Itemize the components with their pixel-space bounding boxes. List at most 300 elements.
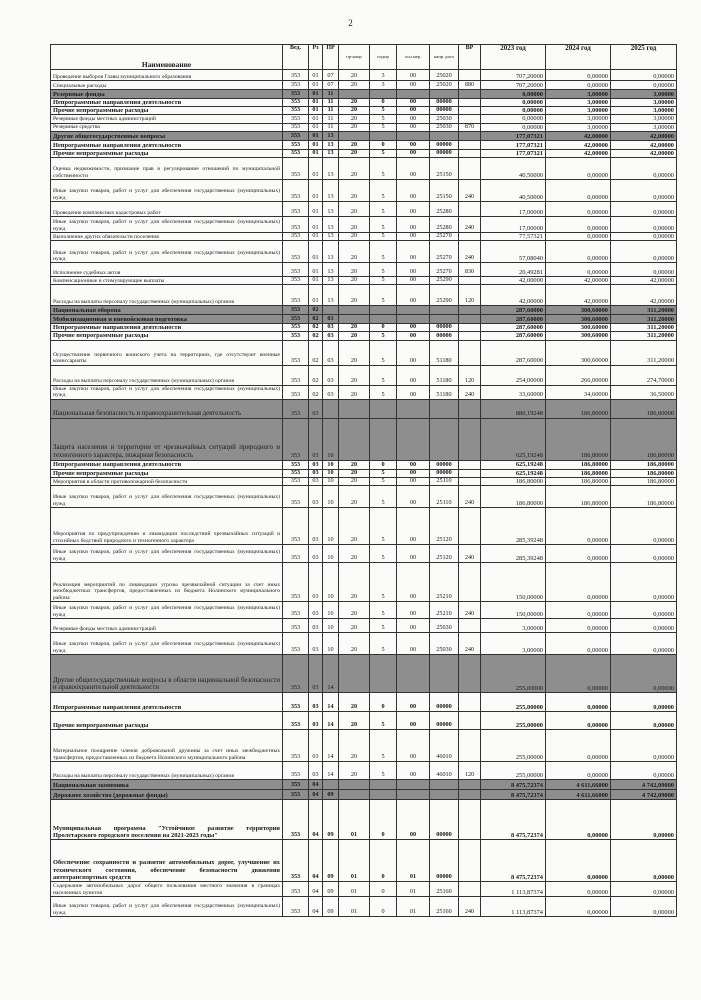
row-2025: 0,00000 <box>611 157 677 179</box>
row-ved: 353 <box>283 306 309 315</box>
row-2023: 150,00000 <box>481 562 546 601</box>
row-napr-rash: 25120 <box>430 544 459 562</box>
row-rz: 03 <box>309 469 323 477</box>
row-vr: 880 <box>459 81 481 90</box>
row-napr-rash: 25210 <box>430 601 459 618</box>
row-osn-mer: 00 <box>397 99 430 107</box>
row-2023: 287,60000 <box>481 306 546 315</box>
row-rz: 03 <box>309 562 323 601</box>
row-2025: 186,80000 <box>611 469 677 477</box>
row-osn-mer: 00 <box>397 340 430 365</box>
row-osn-mer: 00 <box>397 507 430 544</box>
row-rz: 03 <box>309 632 323 654</box>
table-row <box>51 149 677 157</box>
row-vr: 240 <box>459 179 481 201</box>
row-name: Прочие непрограммные расходы <box>51 711 283 729</box>
row-2024: 186,80000 <box>546 485 611 507</box>
row-2023: 0,00000 <box>481 90 546 99</box>
row-pr: 10 <box>323 507 339 544</box>
row-ved: 353 <box>283 562 309 601</box>
row-pr: 13 <box>323 232 339 240</box>
row-pr: 10 <box>323 601 339 618</box>
row-pr: 13 <box>323 140 339 149</box>
row-napr-rash: 51180 <box>430 340 459 365</box>
row-pr-napr: 20 <box>339 241 370 263</box>
table-row <box>51 201 677 216</box>
row-pr-napr: 20 <box>339 485 370 507</box>
row-pr-napr: 20 <box>339 216 370 232</box>
table-row <box>51 241 677 263</box>
row-pr: 09 <box>323 896 339 916</box>
row-rz: 01 <box>309 216 323 232</box>
row-osn-mer: 00 <box>397 201 430 216</box>
row-2024: 4 611,66000 <box>546 779 611 789</box>
row-name: Содержание автомобильных дорог общего пользования местного значения в границах населенных пунктов <box>51 881 283 896</box>
row-pr-napr: 20 <box>339 469 370 477</box>
row-osn-mer: 00 <box>397 632 430 654</box>
row-ved: 353 <box>283 157 309 179</box>
row-rz: 01 <box>309 115 323 123</box>
row-2024: 0,00000 <box>546 799 611 839</box>
row-vr <box>459 70 481 81</box>
row-pr: 11 <box>323 115 339 123</box>
row-osn-mer <box>397 315 430 324</box>
row-2025: 0,00000 <box>611 896 677 916</box>
row-2025: 0,00000 <box>611 632 677 654</box>
row-osn-mer: 00 <box>397 460 430 469</box>
row-pr-napr: 01 <box>339 881 370 896</box>
row-osn-mer: 00 <box>397 601 430 618</box>
row-pr: 13 <box>323 179 339 201</box>
row-osn-mer: 00 <box>397 70 430 81</box>
row-pr-napr <box>339 315 370 324</box>
row-2025: 0,00000 <box>611 507 677 544</box>
row-name: Иные закупки товаров, работ и услуг для обеспечения государственных (муниципальных) нужд <box>51 385 283 399</box>
row-2024: 4 611,66000 <box>546 789 611 799</box>
row-name: Оценка недвижимости, признание прав и регулирование отношений по муниципальной собственности <box>51 157 283 179</box>
row-ved: 353 <box>283 839 309 881</box>
row-pr: 11 <box>323 90 339 99</box>
row-2025: 0,00000 <box>611 839 677 881</box>
row-pr: 13 <box>323 131 339 140</box>
row-2023: 40,50000 <box>481 157 546 179</box>
row-podpr: 5 <box>370 285 397 306</box>
row-pr-napr: 20 <box>339 761 370 779</box>
row-rz: 04 <box>309 896 323 916</box>
row-vr <box>459 460 481 469</box>
row-2025: 42,00000 <box>611 277 677 285</box>
table-row <box>51 179 677 201</box>
table-row <box>51 285 677 306</box>
budget-table <box>50 44 677 917</box>
header-napr-rash: напр. расх <box>430 45 459 70</box>
row-ved: 353 <box>283 332 309 340</box>
row-rz: 03 <box>309 418 323 460</box>
row-napr-rash: 00000 <box>430 711 459 729</box>
row-vr: 240 <box>459 632 481 654</box>
row-napr-rash: 25120 <box>430 507 459 544</box>
row-rz: 02 <box>309 332 323 340</box>
row-napr-rash: 00000 <box>430 324 459 332</box>
row-vr: 240 <box>459 216 481 232</box>
page-number: 2 <box>348 18 353 28</box>
table-row <box>51 90 677 99</box>
table-row <box>51 729 677 761</box>
row-pr-napr <box>339 418 370 460</box>
row-osn-mer: 00 <box>397 618 430 632</box>
row-2023: 285,39248 <box>481 507 546 544</box>
row-vr <box>459 277 481 285</box>
row-2025: 311,20000 <box>611 306 677 315</box>
row-ved: 353 <box>283 324 309 332</box>
row-napr-rash: 25210 <box>430 562 459 601</box>
row-osn-mer: 00 <box>397 692 430 711</box>
header-vr: ВР <box>459 45 481 70</box>
row-napr-rash: 25290 <box>430 285 459 306</box>
row-2025: 0,00000 <box>611 216 677 232</box>
row-2023: 177,07321 <box>481 149 546 157</box>
row-pr: 03 <box>323 315 339 324</box>
row-pr-napr: 01 <box>339 799 370 839</box>
row-osn-mer: 00 <box>397 263 430 277</box>
row-napr-rash: 25030 <box>430 618 459 632</box>
row-2023: 707,20000 <box>481 81 546 90</box>
row-pr-napr: 20 <box>339 140 370 149</box>
row-rz: 03 <box>309 601 323 618</box>
row-pr-napr <box>339 779 370 789</box>
row-pr <box>323 779 339 789</box>
row-ved: 353 <box>283 761 309 779</box>
row-ved: 353 <box>283 507 309 544</box>
row-2023: 255,00000 <box>481 692 546 711</box>
row-rz: 01 <box>309 131 323 140</box>
row-ved: 353 <box>283 799 309 839</box>
table-row <box>51 881 677 896</box>
row-pr: 13 <box>323 241 339 263</box>
row-ved: 353 <box>283 789 309 799</box>
row-vr <box>459 618 481 632</box>
table-row <box>51 306 677 315</box>
row-2025: 3,00000 <box>611 107 677 115</box>
row-podpr: 5 <box>370 562 397 601</box>
budget-table-body <box>51 70 677 917</box>
row-2023: 77,57321 <box>481 232 546 240</box>
row-name: Иные закупки товаров, работ и услуг для обеспечения государственных (муниципальных) нужд <box>51 485 283 507</box>
row-2023: 42,00000 <box>481 285 546 306</box>
row-2025: 311,20000 <box>611 332 677 340</box>
row-rz: 01 <box>309 201 323 216</box>
row-pr: 03 <box>323 385 339 399</box>
header-rz: Рз <box>309 45 323 70</box>
row-2023: 3,00000 <box>481 632 546 654</box>
row-napr-rash: 25280 <box>430 216 459 232</box>
row-pr-napr <box>339 131 370 140</box>
row-vr <box>459 340 481 365</box>
row-osn-mer <box>397 90 430 99</box>
row-vr <box>459 332 481 340</box>
row-podpr: 5 <box>370 618 397 632</box>
row-pr: 14 <box>323 729 339 761</box>
row-napr-rash: 25110 <box>430 477 459 485</box>
row-osn-mer: 01 <box>397 896 430 916</box>
row-vr: 240 <box>459 385 481 399</box>
row-rz: 04 <box>309 839 323 881</box>
row-2025: 311,20000 <box>611 324 677 332</box>
row-2024: 42,00000 <box>546 277 611 285</box>
row-rz: 01 <box>309 232 323 240</box>
row-vr <box>459 881 481 896</box>
header-2023: 2023 год <box>481 45 546 70</box>
row-napr-rash: 25020 <box>430 81 459 90</box>
row-rz: 01 <box>309 149 323 157</box>
row-2025: 186,80000 <box>611 485 677 507</box>
row-napr-rash: 25270 <box>430 232 459 240</box>
row-2023: 0,00000 <box>481 123 546 131</box>
row-napr-rash: 00000 <box>430 692 459 711</box>
row-2024: 0,00000 <box>546 711 611 729</box>
row-vr <box>459 149 481 157</box>
table-row <box>51 418 677 460</box>
header-pr: ПР <box>323 45 339 70</box>
row-ved: 353 <box>283 315 309 324</box>
table-row <box>51 70 677 81</box>
row-pr-napr: 20 <box>339 123 370 131</box>
row-pr: 11 <box>323 123 339 131</box>
row-name: Национальная безопасность и правоохранительная деятельность <box>51 399 283 418</box>
row-ved: 353 <box>283 896 309 916</box>
table-row <box>51 99 677 107</box>
table-row <box>51 896 677 916</box>
row-napr-rash <box>430 654 459 692</box>
table-row <box>51 839 677 881</box>
row-ved: 353 <box>283 201 309 216</box>
row-vr: 120 <box>459 285 481 306</box>
table-row <box>51 601 677 618</box>
table-row <box>51 692 677 711</box>
row-2023: 20,49281 <box>481 263 546 277</box>
row-2024: 0,00000 <box>546 618 611 632</box>
row-podpr: 0 <box>370 324 397 332</box>
header-name: Наименование <box>51 45 283 70</box>
row-pr-napr: 20 <box>339 477 370 485</box>
row-2023: 8 475,72374 <box>481 839 546 881</box>
row-ved: 353 <box>283 779 309 789</box>
row-pr: 13 <box>323 277 339 285</box>
row-name: Резервные фонды местных администраций <box>51 115 283 123</box>
row-pr-napr: 20 <box>339 107 370 115</box>
row-name: Материальное поощрение членов добровольной дружины за счет иных межбюджетных трансфертов, предоставленных из бюджета Нолинского муниципального района <box>51 729 283 761</box>
row-vr <box>459 90 481 99</box>
table-row <box>51 544 677 562</box>
row-2024: 0,00000 <box>546 216 611 232</box>
row-rz: 02 <box>309 324 323 332</box>
row-podpr: 3 <box>370 70 397 81</box>
row-pr: 03 <box>323 324 339 332</box>
row-vr <box>459 789 481 799</box>
row-name: Муниципальная программа "Устойчивое развитие территории Пролетарского городского поселения на 2021-2023 годы" <box>51 799 283 839</box>
row-podpr: 0 <box>370 692 397 711</box>
row-vr <box>459 131 481 140</box>
row-ved: 353 <box>283 70 309 81</box>
row-pr-napr: 20 <box>339 385 370 399</box>
table-header-row <box>51 45 677 70</box>
row-osn-mer: 00 <box>397 115 430 123</box>
row-pr-napr: 20 <box>339 729 370 761</box>
row-pr-napr: 20 <box>339 365 370 385</box>
table-row <box>51 779 677 789</box>
row-pr-napr <box>339 654 370 692</box>
row-name: Расходы на выплаты персоналу государственных (муниципальных) органов <box>51 761 283 779</box>
row-rz: 01 <box>309 179 323 201</box>
row-pr: 03 <box>323 332 339 340</box>
row-podpr <box>370 779 397 789</box>
row-2024: 0,00000 <box>546 729 611 761</box>
row-vr <box>459 115 481 123</box>
row-pr-napr: 20 <box>339 201 370 216</box>
row-podpr: 5 <box>370 263 397 277</box>
row-ved: 353 <box>283 418 309 460</box>
row-napr-rash <box>430 399 459 418</box>
row-name: Расходы на выплаты персоналу государственных (муниципальных) органов <box>51 285 283 306</box>
row-2024: 0,00000 <box>546 241 611 263</box>
row-pr: 10 <box>323 544 339 562</box>
row-2023: 3,00000 <box>481 618 546 632</box>
row-napr-rash: 25280 <box>430 201 459 216</box>
row-ved: 353 <box>283 107 309 115</box>
row-vr <box>459 562 481 601</box>
row-name: Мобилизационная и вневойсковая подготовка <box>51 315 283 324</box>
row-rz: 03 <box>309 654 323 692</box>
row-2024: 300,60000 <box>546 332 611 340</box>
row-name: Реализация мероприятий по ликвидации угрозы чрезвычайной ситуации за счет иных межбюджетных трансфертов, предоставленных из бюджета Нолинского муниципального района <box>51 562 283 601</box>
row-2023: 186,80000 <box>481 485 546 507</box>
row-vr <box>459 157 481 179</box>
table-row <box>51 460 677 469</box>
row-napr-rash: 00000 <box>430 799 459 839</box>
row-ved: 353 <box>283 81 309 90</box>
row-2024: 300,60000 <box>546 315 611 324</box>
table-row <box>51 799 677 839</box>
row-osn-mer: 00 <box>397 365 430 385</box>
row-pr: 09 <box>323 881 339 896</box>
row-napr-rash: 25270 <box>430 263 459 277</box>
row-rz: 03 <box>309 460 323 469</box>
row-rz: 01 <box>309 123 323 131</box>
row-2023: 255,00000 <box>481 654 546 692</box>
row-ved: 353 <box>283 399 309 418</box>
row-napr-rash: 46010 <box>430 761 459 779</box>
table-row <box>51 469 677 477</box>
header-2025: 2025 год <box>611 45 677 70</box>
table-row <box>51 216 677 232</box>
row-osn-mer: 00 <box>397 469 430 477</box>
row-pr-napr: 20 <box>339 340 370 365</box>
row-2024: 42,00000 <box>546 140 611 149</box>
row-2023: 254,00000 <box>481 365 546 385</box>
row-rz: 03 <box>309 692 323 711</box>
row-napr-rash: 00000 <box>430 149 459 157</box>
row-2023: 186,80000 <box>481 477 546 485</box>
row-rz: 01 <box>309 241 323 263</box>
row-vr <box>459 201 481 216</box>
table-row <box>51 562 677 601</box>
row-pr-napr <box>339 90 370 99</box>
row-2024: 0,00000 <box>546 179 611 201</box>
row-rz: 03 <box>309 485 323 507</box>
table-row <box>51 761 677 779</box>
row-napr-rash: 46010 <box>430 729 459 761</box>
row-name: Непрограммные направления деятельности <box>51 140 283 149</box>
table-row <box>51 277 677 285</box>
row-pr: 13 <box>323 263 339 277</box>
row-name: Прочие непрограммные расходы <box>51 332 283 340</box>
row-name: Иные закупки товаров, работ и услуг для обеспечения государственных (муниципальных) нужд <box>51 216 283 232</box>
row-rz: 02 <box>309 315 323 324</box>
row-2023: 1 113,87374 <box>481 881 546 896</box>
row-name: Иные закупки товаров, работ и услуг для обеспечения государственных (муниципальных) нужд <box>51 179 283 201</box>
row-pr: 10 <box>323 418 339 460</box>
row-2023: 255,00000 <box>481 711 546 729</box>
row-2024: 3,00000 <box>546 90 611 99</box>
row-2024: 42,00000 <box>546 285 611 306</box>
row-osn-mer: 00 <box>397 544 430 562</box>
row-pr-napr: 20 <box>339 285 370 306</box>
row-ved: 353 <box>283 241 309 263</box>
row-vr <box>459 140 481 149</box>
row-osn-mer: 00 <box>397 277 430 285</box>
row-rz: 03 <box>309 729 323 761</box>
table-row <box>51 315 677 324</box>
row-2023: 255,00000 <box>481 761 546 779</box>
row-pr: 14 <box>323 692 339 711</box>
row-2023: 150,00000 <box>481 601 546 618</box>
row-osn-mer <box>397 418 430 460</box>
row-2025: 36,50000 <box>611 385 677 399</box>
row-2024: 0,00000 <box>546 761 611 779</box>
row-2024: 186,80000 <box>546 469 611 477</box>
row-podpr <box>370 306 397 315</box>
row-2023: 177,07321 <box>481 140 546 149</box>
row-2025: 0,00000 <box>611 601 677 618</box>
row-podpr <box>370 418 397 460</box>
row-podpr: 0 <box>370 881 397 896</box>
row-ved: 353 <box>283 123 309 131</box>
table-row <box>51 81 677 90</box>
row-osn-mer: 00 <box>397 241 430 263</box>
table-row <box>51 131 677 140</box>
row-ved: 353 <box>283 692 309 711</box>
row-podpr: 5 <box>370 601 397 618</box>
row-2024: 0,00000 <box>546 157 611 179</box>
row-2023: 8 475,72374 <box>481 779 546 789</box>
row-2025: 0,00000 <box>611 692 677 711</box>
row-2024: 0,00000 <box>546 654 611 692</box>
row-ved: 353 <box>283 232 309 240</box>
row-ved: 353 <box>283 179 309 201</box>
row-osn-mer: 01 <box>397 881 430 896</box>
row-podpr: 5 <box>370 469 397 477</box>
row-napr-rash <box>430 90 459 99</box>
row-2023: 0,00000 <box>481 99 546 107</box>
row-pr: 10 <box>323 562 339 601</box>
row-pr: 10 <box>323 460 339 469</box>
row-pr-napr: 20 <box>339 324 370 332</box>
table-row <box>51 263 677 277</box>
row-name: Национальная экономика <box>51 779 283 789</box>
row-pr-napr <box>339 306 370 315</box>
row-rz: 03 <box>309 711 323 729</box>
row-2023: 287,60000 <box>481 340 546 365</box>
